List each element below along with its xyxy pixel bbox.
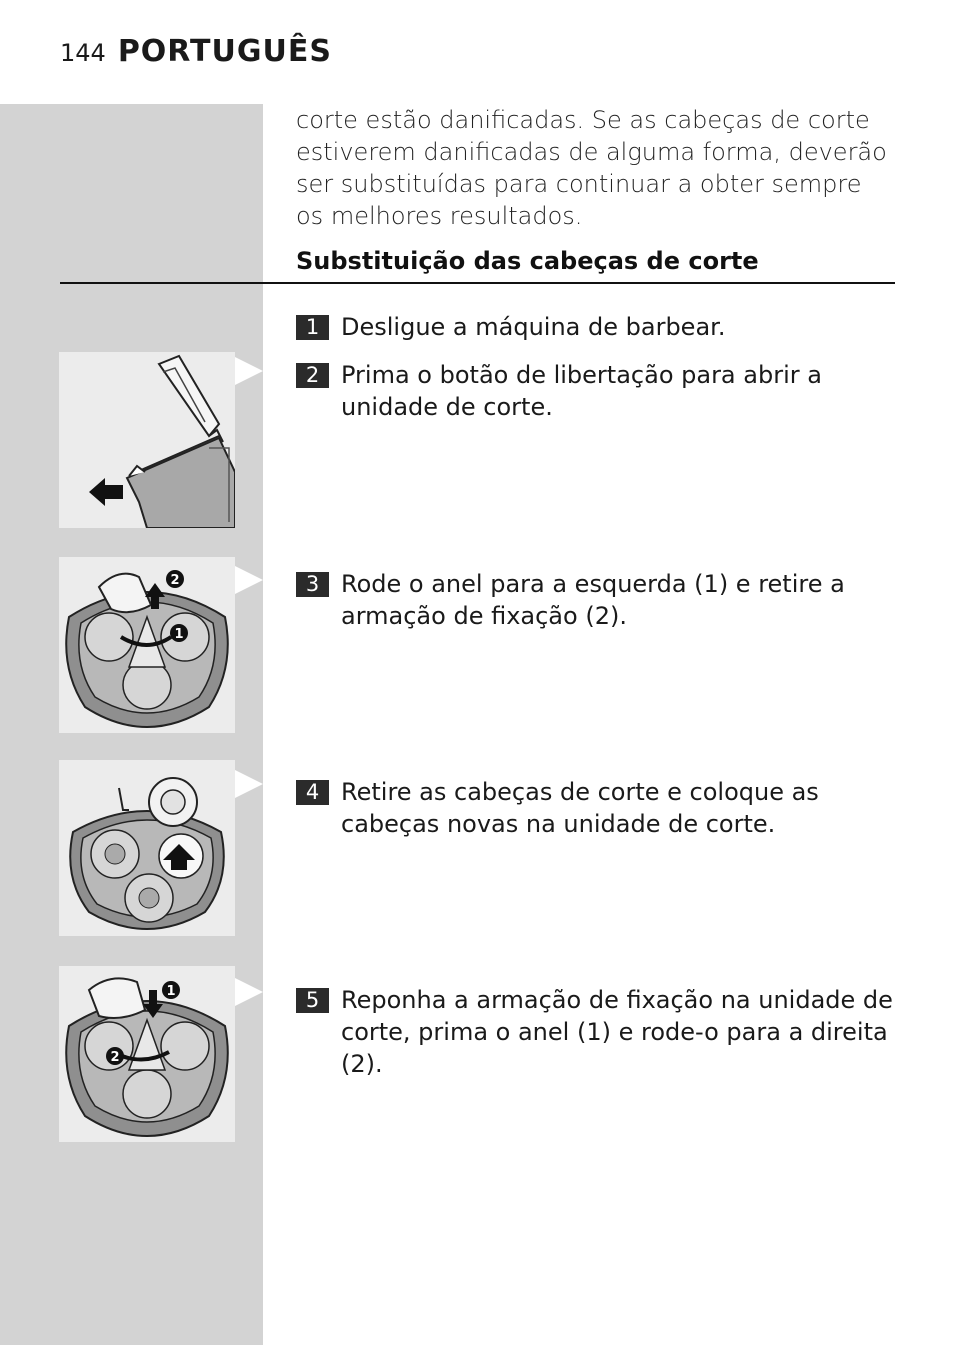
callout-label: 1 — [166, 984, 176, 999]
step-2 — [296, 359, 896, 423]
figure-pointer — [235, 770, 263, 798]
shaving-unit-frame-reattach-illustration — [59, 966, 235, 1142]
step-number: 3 — [296, 572, 329, 597]
section-title: Substituição das cabeças de corte — [296, 247, 759, 275]
section-divider — [60, 282, 895, 284]
figure-reattach-frame — [59, 966, 235, 1142]
figure-release-button — [59, 352, 235, 528]
figure-pointer — [235, 978, 263, 1006]
page-number: 144 — [60, 39, 106, 67]
step-5 — [296, 984, 896, 1080]
shaving-unit-frame-removal-illustration — [59, 557, 235, 733]
step-4 — [296, 776, 896, 840]
step-text: Rode o anel para a esquerda (1) e retire a armação de fixação (2). — [341, 570, 845, 630]
figure-pointer — [235, 566, 263, 594]
callout-label: 2 — [170, 573, 180, 588]
step-number: 1 — [296, 315, 329, 340]
figure-remove-frame — [59, 557, 235, 733]
step-text: Desligue a máquina de barbear. — [341, 313, 726, 341]
step-text: Reponha a armação de fixação na unidade de corte, prima o anel (1) e rode-o para a direita (2). — [341, 986, 893, 1078]
shaving-unit-heads-illustration — [59, 760, 235, 936]
push-arrow-icon — [89, 478, 123, 506]
step-3 — [296, 568, 896, 632]
page-header — [60, 34, 332, 74]
figure-pointer — [235, 357, 263, 385]
figure-replace-heads — [59, 760, 235, 936]
step-number: 4 — [296, 780, 329, 805]
language-heading: PORTUGUÊS — [117, 34, 332, 69]
callout-label: 1 — [174, 627, 184, 642]
step-text: Retire as cabeças de corte e coloque as cabeças novas na unidade de corte. — [341, 778, 819, 838]
step-number: 5 — [296, 988, 329, 1013]
step-text: Prima o botão de libertação para abrir a unidade de corte. — [341, 361, 822, 421]
step-number: 2 — [296, 363, 329, 388]
callout-label: 2 — [110, 1050, 120, 1065]
intro-paragraph: corte estão danificadas. Se as cabeças de corte estiverem danificadas de alguma forma, deverão ser substituídas para continuar a obter sempre os melhores resultados. — [296, 106, 887, 230]
shaver-open-illustration — [59, 352, 235, 528]
step-1 — [296, 311, 896, 343]
